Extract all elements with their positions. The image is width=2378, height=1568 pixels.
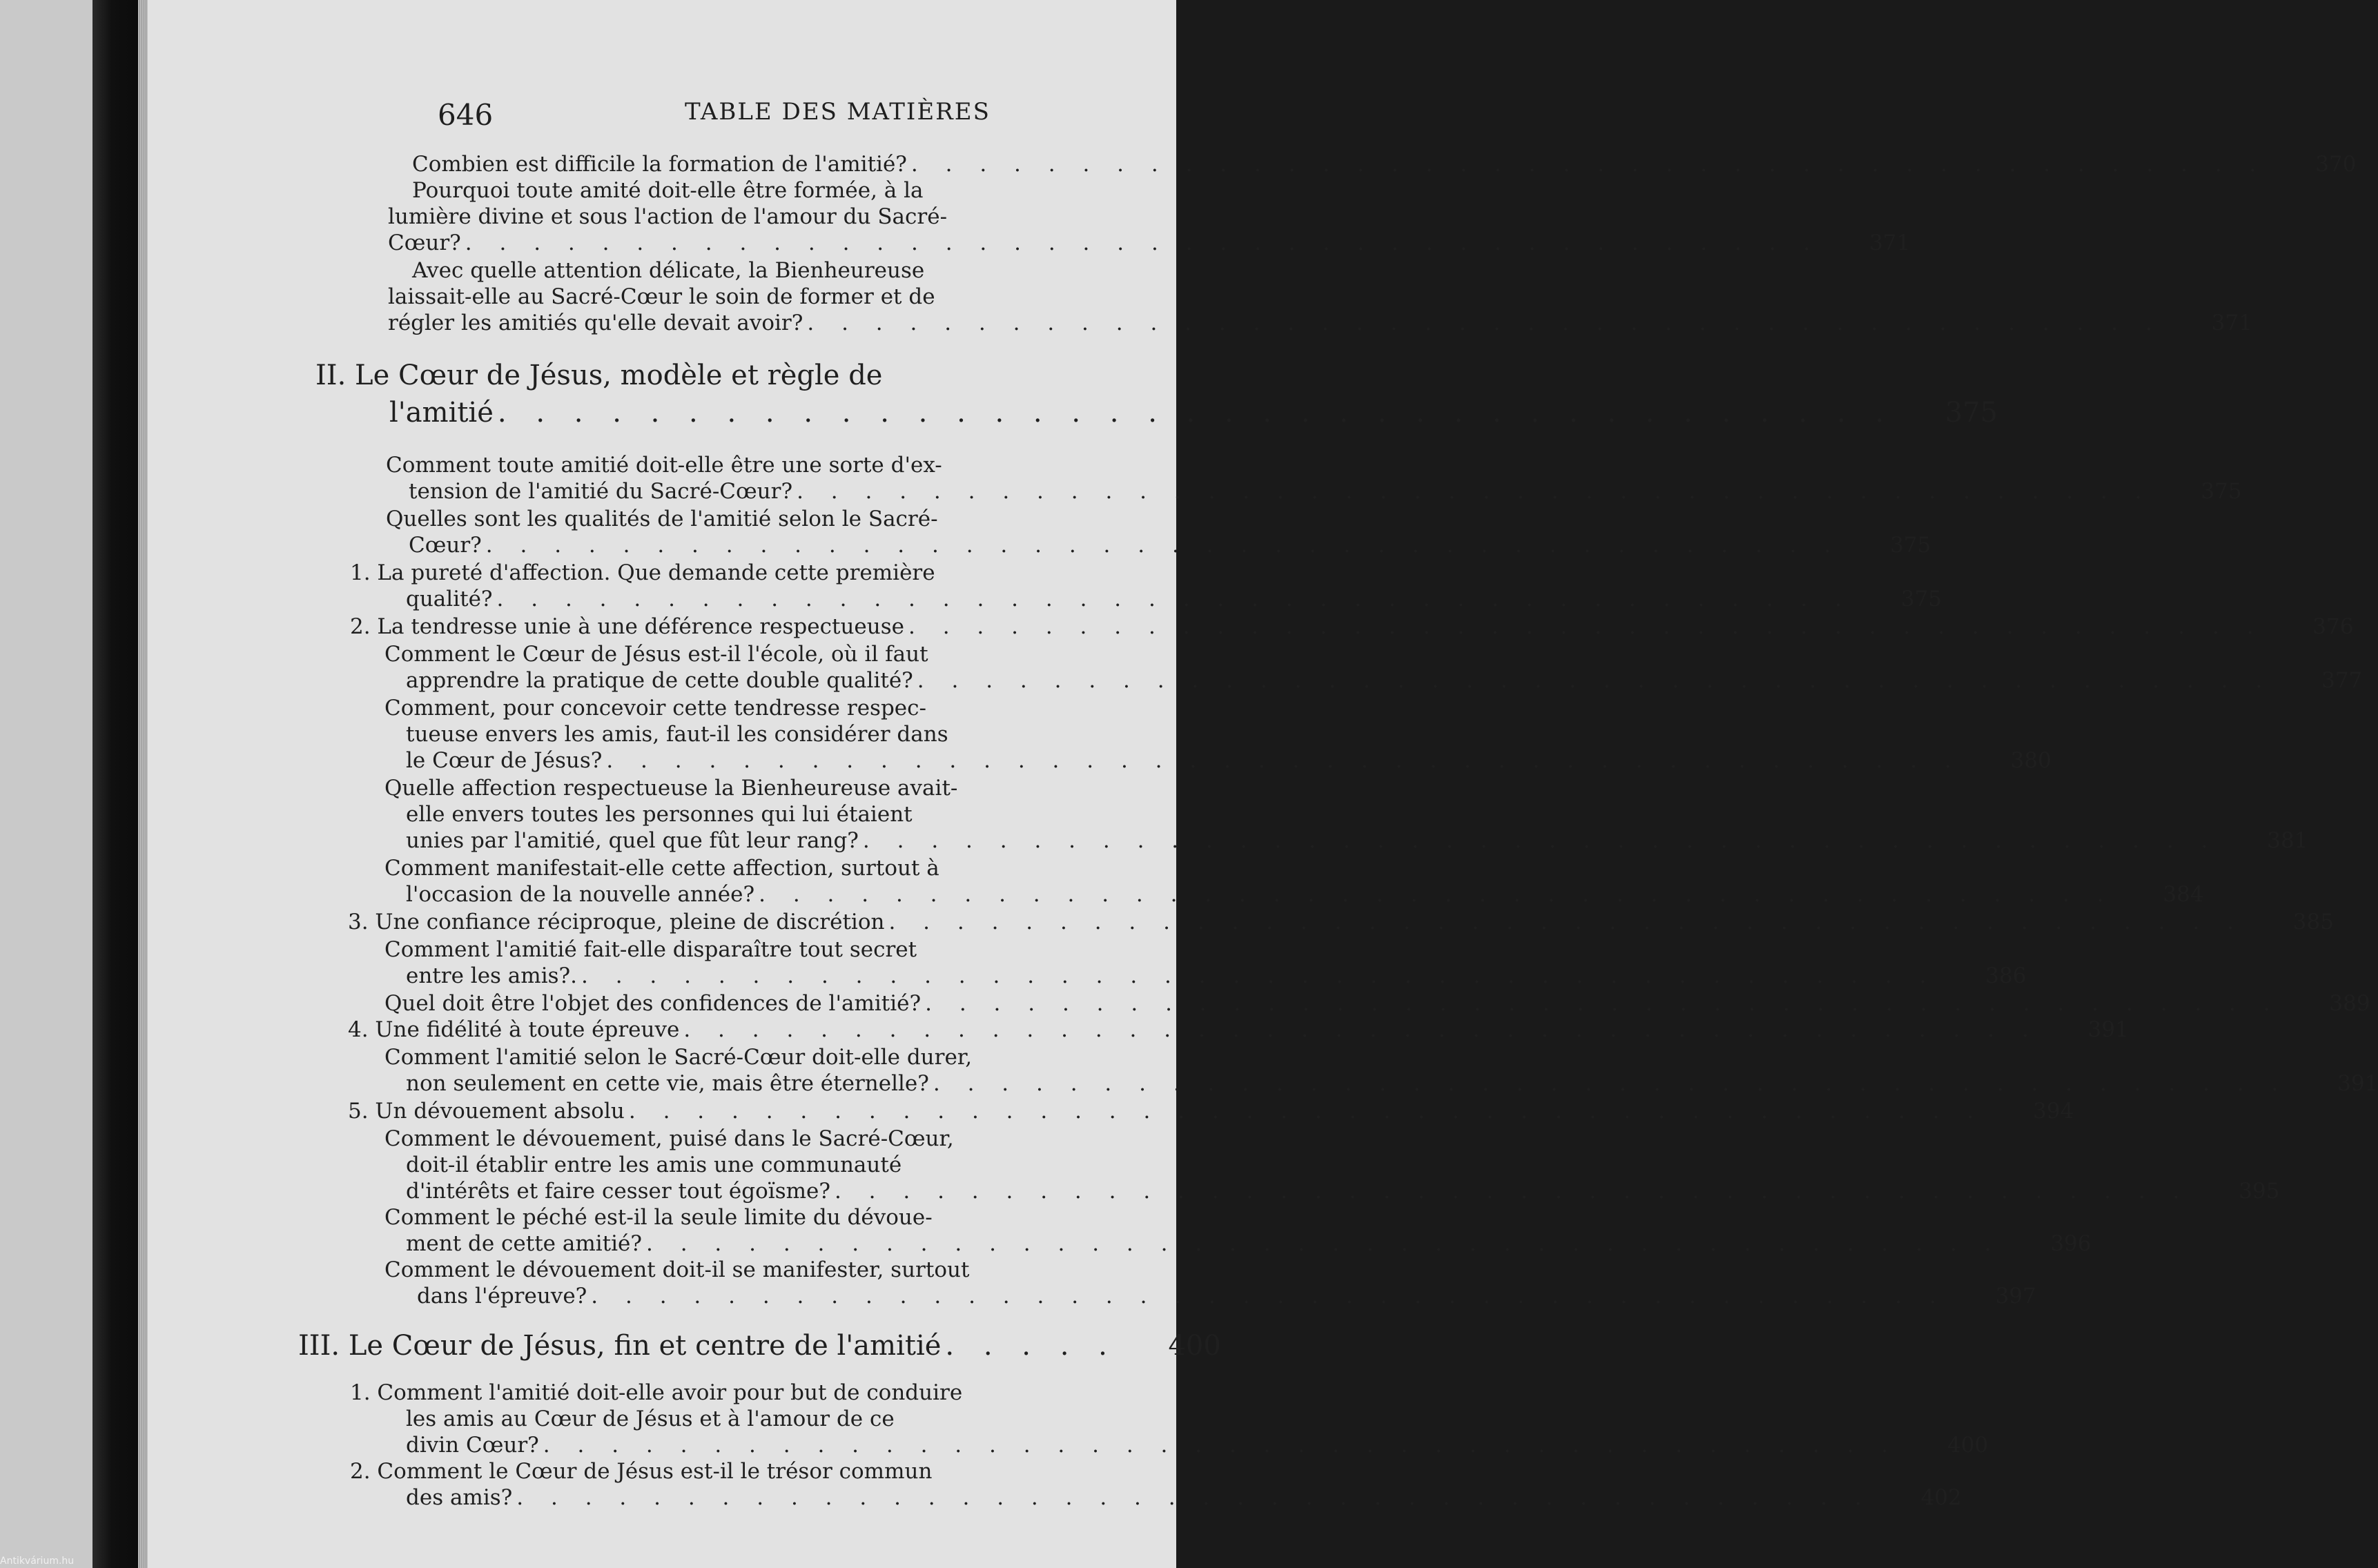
section-heading-entry: III. Le Cœur de Jésus, fin et centre de l'amitié . . . . . 400: [298, 1330, 1221, 1362]
book-page: [148, 0, 2378, 1568]
toc-entry: Combien est difficile la formation de l'amitié? . . . . . . . . . . . . . . . . . . . . . . . . . . . . . . . . . . . . . . . . 370: [412, 152, 2357, 177]
toc-entry: Cœur? . . . . . . . . . . . . . . . . . . . . . . . . . . . . . . . . . . . . . . . . 371: [388, 231, 1911, 255]
toc-line: Avec quelle attention délicate, la Bienheureuse: [412, 258, 925, 283]
toc-entry: qualité? . . . . . . . . . . . . . . . . . . . . . . . . . . . . . . . . . . . . . . . . 375: [406, 587, 1942, 611]
toc-entry: régler les amitiés qu'elle devait avoir? . . . . . . . . . . . . . . . . . . . . . . . . . . . . . . . . . . . . . . . . 371: [388, 311, 2252, 335]
toc-entry: non seulement en cette vie, mais être éternelle? . . . . . . . . . . . . . . . . . . . . . . . . . . . . . . . . . . . . . . . . 391: [406, 1071, 2378, 1096]
section-heading: II. Le Cœur de Jésus, modèle et règle de: [315, 360, 883, 391]
toc-entry: dans l'épreuve? . . . . . . . . . . . . . . . . . . . . . . . . . . . . . . . . . . . . . . . . 397: [417, 1284, 2036, 1309]
toc-entry: le Cœur de Jésus? . . . . . . . . . . . . . . . . . . . . . . . . . . . . . . . . . . . . . . . . 380: [406, 748, 2051, 773]
toc-line: Comment le dévouement doit-il se manifester, surtout: [384, 1257, 970, 1282]
toc-line: Comment manifestait-elle cette affection, surtout à: [384, 856, 939, 881]
toc-entry: Quel doit être l'objet des confidences de l'amitié? . . . . . . . . . . . . . . . . . . . . . . . . . . . . . . . . . . . . . . . . 389: [384, 991, 2370, 1016]
background-surface: [0, 0, 92, 1568]
toc-entry: des amis? . . . . . . . . . . . . . . . . . . . . . . . . . . . . . . . . . . . . . . . . 402: [406, 1485, 1962, 1510]
toc-entry: 3. Une confiance réciproque, pleine de discrétion . . . . . . . . . . . . . . . . . . . . . . . . . . . . . . . . . . . . . . . . 385: [348, 910, 2334, 934]
toc-entry: tension de l'amitié du Sacré-Cœur? . . . . . . . . . . . . . . . . . . . . . . . . . . . . . . . . . . . . . . . . 375: [409, 479, 2242, 504]
toc-line: Comment l'amitié selon le Sacré-Cœur doit-elle durer,: [384, 1045, 973, 1070]
toc-line: 2. Comment le Cœur de Jésus est-il le trésor commun: [350, 1459, 933, 1484]
toc-line: doit-il établir entre les amis une communauté: [406, 1153, 902, 1177]
toc-line: 1. Comment l'amitié doit-elle avoir pour but de conduire: [350, 1380, 963, 1405]
toc-entry: apprendre la pratique de cette double qualité? . . . . . . . . . . . . . . . . . . . . . . . . . . . . . . . . . . . . . . . . 377: [406, 668, 2363, 693]
toc-line: Comment l'amitié fait-elle disparaître tout secret: [384, 937, 917, 962]
page-number: 646: [438, 98, 494, 132]
toc-entry: Cœur? . . . . . . . . . . . . . . . . . . . . . . . . . . . . . . . . . . . . . . . . 375: [409, 533, 1931, 558]
toc-entry: 5. Un dévouement absolu . . . . . . . . . . . . . . . . . . . . . . . . . . . . . . . . . . . . . . . . 394: [348, 1099, 2074, 1124]
book-spine: [92, 0, 141, 1568]
toc-line: Quelles sont les qualités de l'amitié selon le Sacré-: [386, 507, 938, 531]
toc-line: Comment toute amitié doit-elle être une sorte d'ex-: [386, 453, 942, 478]
toc-line: Comment, pour concevoir cette tendresse respec-: [384, 696, 926, 721]
toc-line: tueuse envers les amis, faut-il les considérer dans: [406, 722, 948, 747]
toc-entry: ment de cette amitié? . . . . . . . . . . . . . . . . . . . . . . . . . . . . . . . . . . . . . . . . 396: [406, 1231, 2092, 1256]
toc-entry: entre les amis?. . . . . . . . . . . . . . . . . . . . . . . . . . . . . . . . . . . . . . . . . 386: [406, 963, 2027, 988]
toc-line: Comment le Cœur de Jésus est-il l'école, où il faut: [384, 642, 928, 667]
toc-entry: l'occasion de la nouvelle année? . . . . . . . . . . . . . . . . . . . . . . . . . . . . . . . . . . . . . . . . 384: [406, 882, 2204, 907]
toc-entry: 2. La tendresse unie à une déférence respectueuse . . . . . . . . . . . . . . . . . . . . . . . . . . . . . . . . . . . . . . . . 376: [350, 614, 2354, 639]
running-head: TABLE DES MATIÈRES: [685, 98, 991, 126]
toc-entry: divin Cœur? . . . . . . . . . . . . . . . . . . . . . . . . . . . . . . . . . . . . . . . . 400: [406, 1433, 1989, 1458]
toc-line: Comment le péché est-il la seule limite du dévoue-: [384, 1205, 933, 1230]
toc-entry: 4. Une fidélité à toute épreuve . . . . . . . . . . . . . . . . . . . . . . . . . . . . . . . . . . . . . . . . 391: [348, 1017, 2129, 1042]
toc-line: Quelle affection respectueuse la Bienheureuse avait-: [384, 776, 958, 801]
toc-line: Comment le dévouement, puisé dans le Sacré-Cœur,: [384, 1126, 954, 1151]
toc-line: les amis au Cœur de Jésus et à l'amour de ce: [406, 1407, 895, 1431]
toc-line: laissait-elle au Sacré-Cœur le soin de former et de: [388, 284, 935, 309]
toc-line: lumière divine et sous l'action de l'amour du Sacré-: [388, 204, 948, 229]
toc-line: Pourquoi toute amité doit-elle être formée, à la: [412, 178, 924, 203]
toc-line: 1. La pureté d'affection. Que demande cette première: [350, 560, 935, 585]
toc-line: elle envers toutes les personnes qui lui étaient: [406, 802, 913, 827]
toc-entry: unies par l'amitié, quel que fût leur rang? . . . . . . . . . . . . . . . . . . . . . . . . . . . . . . . . . . . . . . . . 381: [406, 828, 2308, 853]
toc-entry: d'intérêts et faire cesser tout égoïsme? . . . . . . . . . . . . . . . . . . . . . . . . . . . . . . . . . . . . . . . . 395: [406, 1179, 2280, 1204]
watermark: Antikvárium.hu: [0, 1556, 75, 1567]
section-heading-entry: l'amitié . . . . . . . . . . . . . . . . . . . . . . . . . . . . . . . . . . . . . 375: [389, 397, 1998, 429]
